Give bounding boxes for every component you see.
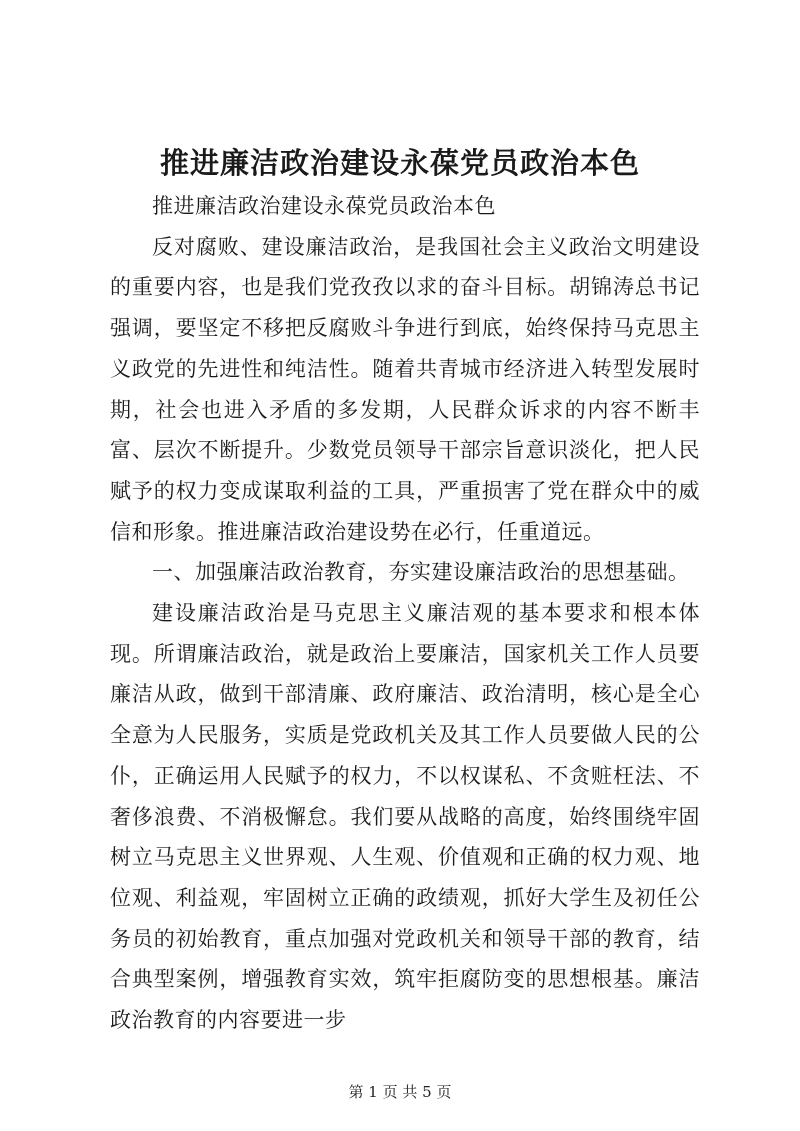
- document-body: [110, 186, 700, 1041]
- paragraph-section-heading: 一、加强廉洁政治教育，夯实建设廉洁政治的思想基础。: [152, 560, 690, 585]
- document-title: 推进廉洁政治建设永葆党员政治本色: [159, 146, 640, 180]
- paragraph-section-body: 建设廉洁政治是马克思主义廉洁观的基本要求和根本体现。所谓廉洁政治，就是政治上要廉洁，国家机关工作人员要廉洁从政，做到干部清廉、政府廉洁、政治清明，核心是全心全意为人民服务，实质是党政机关及其工作人员要做人民的公仆，正确运用人民赋予的权力，不以权谋私、不贪赃枉法、不奢侈浪费、不消极懈怠。我们要从战略的高度，始终围绕牢固树立马克思主义世界观、人生观、价值观和正确的权力观、地位观、利益观，牢固树立正确的政绩观，抓好大学生及初任公务员的初始教育，重点加强对党政机关和领导干部的教育，结合典型案例，增强教育实效，筑牢拒腐防变的思想根基。廉洁政治教育的内容要进一步: [110, 601, 700, 1033]
- paragraph-intro: 反对腐败、建设廉洁政治，是我国社会主义政治文明建设的重要内容，也是我们党孜孜以求的奋斗目标。胡锦涛总书记强调，要坚定不移把反腐败斗争进行到底，始终保持马克思主义政党的先进性和纯洁性。随着共青城市经济进入转型发展时期，社会也进入矛盾的多发期，人民群众诉求的内容不断丰富、层次不断提升。少数党员领导干部宗旨意识淡化，把人民赋予的权力变成谋取利益的工具，严重损害了党在群众中的威信和形象。推进廉洁政治建设势在必行，任重道远。: [110, 234, 700, 544]
- page-number-footer: 第 1 页 共 5 页: [348, 1083, 452, 1101]
- paragraph-subtitle: 推进廉洁政治建设永葆党员政治本色: [152, 194, 496, 218]
